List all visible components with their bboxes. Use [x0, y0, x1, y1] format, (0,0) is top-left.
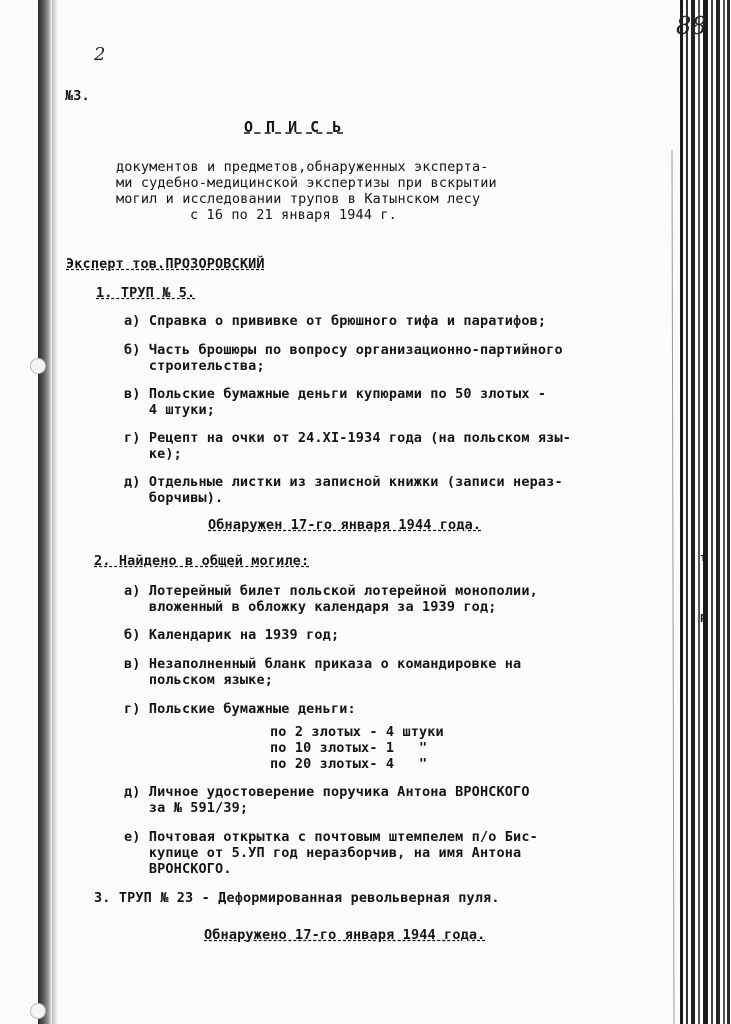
- list-item: г) Рецепт на очки от 24.XI-1934 года (на польском язы-: [124, 430, 571, 446]
- list-item-continuation: купице от 5.УП год неразборчив, на имя Антона: [124, 845, 522, 861]
- punch-hole: [30, 358, 46, 374]
- list-item: а) Лотерейный билет польской лотерейной монополии,: [124, 583, 538, 599]
- subtitle-line: ми судебно-медицинской экспертизы при вскрытии: [116, 175, 497, 191]
- list-item-continuation: строительства;: [124, 358, 265, 374]
- list-item: д) Отдельные листки из записной книжки (записи нераз-: [124, 474, 563, 490]
- binding-shadow-soft: [52, 0, 58, 1024]
- list-item-continuation: борчивы).: [124, 490, 224, 506]
- list-item: в) Незаполненный бланк приказа о командировке на: [124, 656, 522, 672]
- list-item: в) Польские бумажные деньги купюрами по 50 злотых -: [124, 386, 547, 402]
- found-date: Обнаружено 17-го января 1944 года.: [204, 927, 486, 943]
- subtitle-line: документов и предметов,обнаруженных эксперта-: [116, 159, 489, 175]
- found-date: Обнаружен 17-го января 1944 года.: [208, 517, 482, 533]
- list-item: д) Личное удостоверение поручика Антона ВРОНСКОГО: [124, 784, 530, 800]
- money-line: по 10 злотых- 1 ": [270, 740, 428, 756]
- section-heading: 1. ТРУП № 5.: [96, 285, 196, 301]
- doc-title: О П И С Ь: [244, 118, 344, 136]
- expert-heading: Эксперт тов.ПРОЗОРОВСКИЙ: [66, 256, 265, 272]
- subtitle-line: могил и исследовании трупов в Катынском лесу: [116, 191, 481, 207]
- money-line: по 2 злотых - 4 штуки: [270, 724, 444, 740]
- archive-page-number: 88: [676, 12, 707, 40]
- section-heading: 3. ТРУП № 23 - Деформированная револьверная пуля.: [94, 890, 500, 906]
- doc-number: №3.: [65, 88, 90, 104]
- list-item: г) Польские бумажные деньги:: [124, 701, 356, 717]
- margin-letter: р: [700, 610, 707, 623]
- list-item: б) Календарик на 1939 год;: [124, 627, 340, 643]
- list-item-continuation: 4 штуки;: [124, 402, 216, 418]
- list-item-continuation: ВРОНСКОГО.: [124, 861, 232, 877]
- corner-mark: 2: [94, 44, 106, 65]
- list-item-continuation: за № 591/39;: [124, 800, 249, 816]
- punch-hole: [30, 1003, 46, 1019]
- binding-shadow: [38, 0, 52, 1024]
- list-item: б) Часть брошюры по вопросу организационно-партийного: [124, 342, 563, 358]
- subtitle-line: с 16 по 21 января 1944 г.: [190, 207, 397, 223]
- list-item-continuation: польском языке;: [124, 672, 273, 688]
- margin-letter: т: [700, 551, 707, 564]
- list-item-continuation: вложенный в обложку календаря за 1939 год;: [124, 599, 497, 615]
- list-item-continuation: ке);: [124, 446, 182, 462]
- money-line: по 20 злотых- 4 ": [270, 756, 428, 772]
- section-heading: 2. Найдено в общей могиле:: [94, 553, 310, 569]
- list-item: а) Справка о прививке от брюшного тифа и паратифов;: [124, 313, 547, 329]
- list-item: е) Почтовая открытка с почтовым штемпелем п/о Бис-: [124, 829, 538, 845]
- page-edge-stack: [668, 0, 731, 1024]
